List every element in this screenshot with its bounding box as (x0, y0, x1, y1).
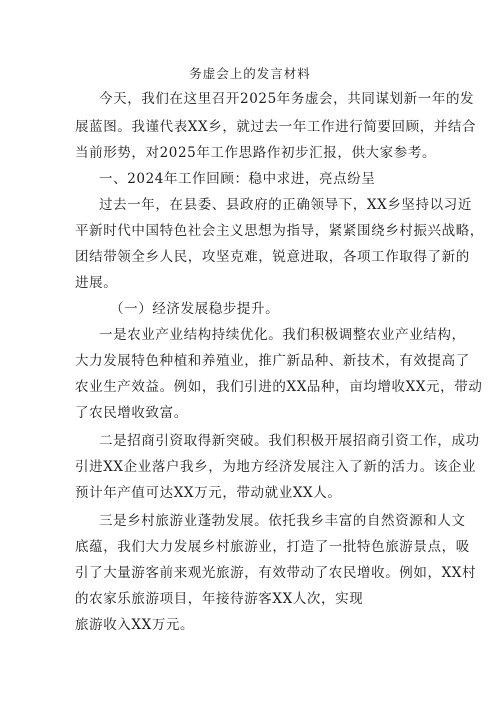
paragraph-line: 平新时代中国特色社会主义思想为指导，紧紧围绕乡村振兴战略， (75, 223, 484, 239)
paragraph-line: 预计年产值可达XX万元，带动就业XX人。 (75, 485, 342, 501)
paragraph-line: 二是招商引资取得新突破。我们积极开展招商引资工作，成功 (99, 433, 480, 449)
paragraph-line: 当前形势，对2025年工作思路作初步汇报，供大家参考。 (75, 145, 437, 161)
paragraph-line: 的农家乐旅游项目，年接待游客XX人次，实现 (75, 591, 364, 607)
paragraph-line: 了农民增收致富。 (75, 405, 188, 421)
paragraph-line: 旅游收入XX万元。 (75, 617, 195, 633)
paragraph-line: 进展。 (75, 275, 118, 291)
paragraph-line: 大力发展特色种植和养殖业，推广新品种、新技术，有效提高了 (75, 353, 470, 369)
paragraph-line: 今天，我们在这里召开2025年务虚会，共同谋划新一年的发 (99, 91, 475, 107)
section-heading: 一、2024年工作回顾：稳中求进，亮点纷呈 (99, 171, 376, 187)
paragraph-line: 农业生产效益。例如，我们引进的XX品种，亩均增收XX元，带动 (75, 379, 483, 395)
paragraph-line: 三是乡村旅游业蓬勃发展。依托我乡丰富的自然资源和人文 (99, 513, 466, 529)
paragraph-line: 过去一年，在县委、县政府的正确领导下，XX乡坚持以习近 (99, 197, 472, 213)
subsection-heading: （一）经济发展稳步提升。 (110, 301, 280, 317)
paragraph-line: 一是农业产业结构持续优化。我们积极调整农业产业结构， (99, 327, 466, 343)
paragraph-line: 引了大量游客前来观光旅游，有效带动了农民增收。例如，XX村 (75, 565, 477, 581)
paragraph-line: 展蓝图。我谨代表XX乡，就过去一年工作进行简要回顾，并结合 (75, 119, 477, 135)
paragraph-line: 引进XX企业落户我乡，为地方经济发展注入了新的活力。该企业 (75, 459, 477, 475)
document-title: 务虚会上的发言材料 (189, 66, 311, 81)
paragraph-line: 团结带领全乡人民，攻坚克难，锐意进取，各项工作取得了新的 (75, 249, 470, 265)
paragraph-line: 底蕴，我们大力发展乡村旅游业，打造了一批特色旅游景点，吸 (75, 539, 470, 555)
